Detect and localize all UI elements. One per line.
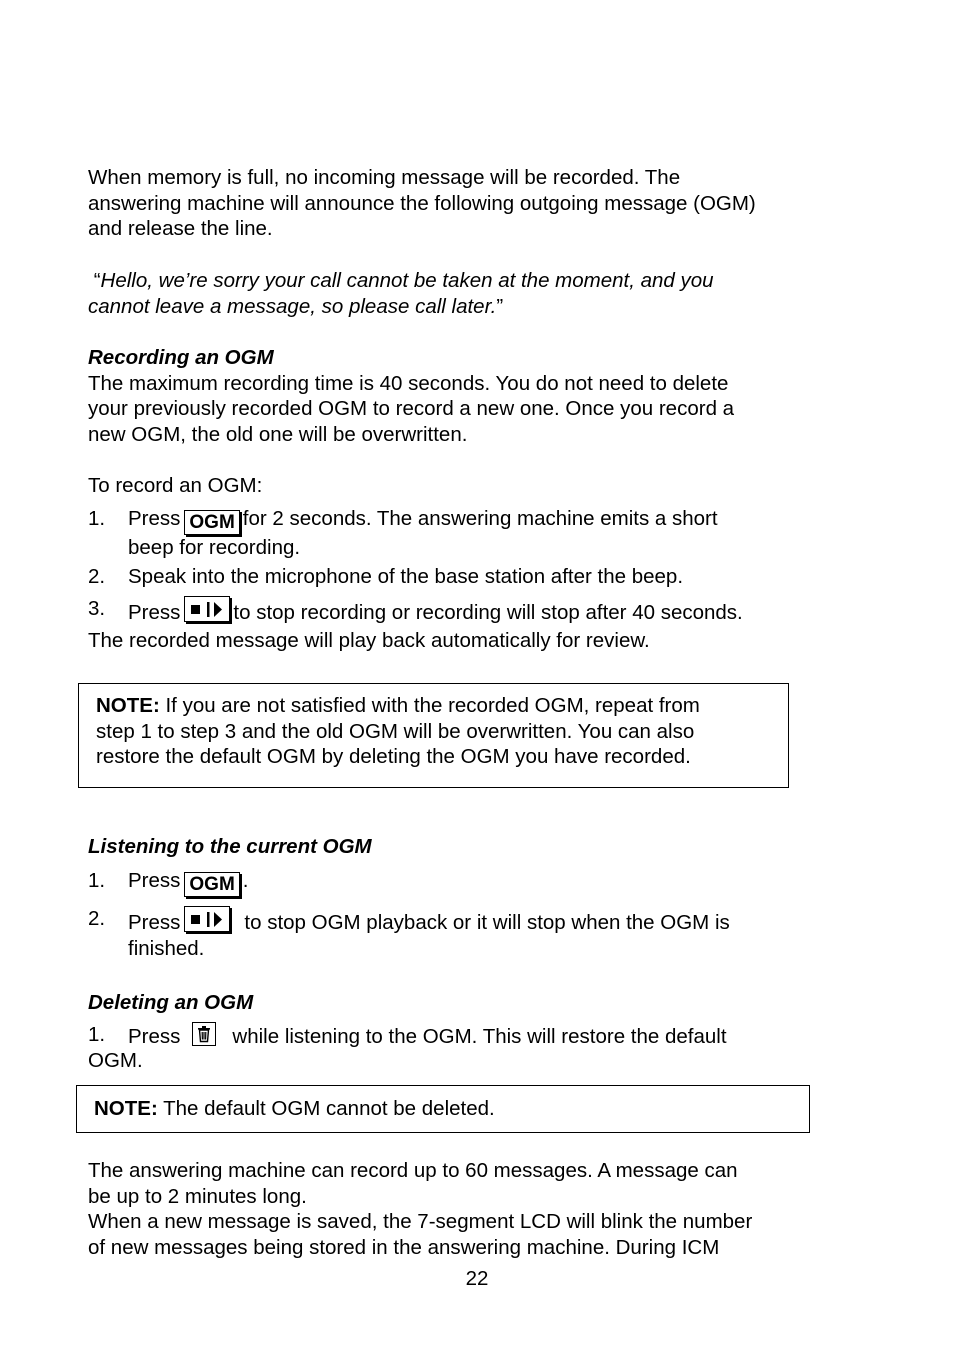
quote-line bbox=[88, 294, 828, 320]
recording-line: your previously recorded OGM to record a new one. Once you record a bbox=[88, 397, 735, 420]
note-text: If you are not satisfied with the recorded OGM, repeat from bbox=[159, 694, 700, 717]
stop-play-key-icon bbox=[184, 596, 230, 622]
step-number: 2. bbox=[88, 907, 106, 930]
trash-key-icon bbox=[192, 1022, 216, 1046]
stop-play-key-icon bbox=[184, 906, 230, 932]
step-number: 1. bbox=[88, 507, 106, 530]
step-text: Press bbox=[128, 911, 181, 934]
step-number: 1. bbox=[88, 1023, 106, 1046]
note-line bbox=[94, 1096, 495, 1122]
quote-close: ” bbox=[496, 294, 504, 318]
step-text: Press bbox=[128, 869, 181, 892]
note-line bbox=[96, 693, 700, 719]
step-text: while listening to the OGM. This will restore the default bbox=[232, 1025, 727, 1048]
quote-text: Hello, we’re sorry your call cannot be taken at the moment, and you bbox=[100, 269, 714, 292]
record-intro bbox=[88, 473, 828, 499]
quote-text: cannot leave a message, so please call later. bbox=[88, 294, 497, 318]
ogm-key: OGM bbox=[184, 510, 239, 535]
quote-line bbox=[88, 268, 828, 294]
step-line: Speak into the microphone of the base station after the beep. bbox=[128, 565, 684, 588]
step-line bbox=[128, 1022, 828, 1050]
section-heading: Deleting an OGM bbox=[88, 991, 254, 1014]
step-line: finished. bbox=[128, 936, 205, 960]
delete-step-continuation bbox=[88, 1048, 828, 1074]
quote-open: “ bbox=[93, 269, 101, 292]
deleting-section bbox=[88, 990, 828, 1016]
intro-line: and release the line. bbox=[88, 217, 273, 240]
step-line bbox=[128, 506, 828, 535]
closing-line: The answering machine can record up to 60 messages. A message can bbox=[88, 1159, 738, 1182]
note-box bbox=[78, 683, 789, 788]
section-heading: Listening to the current OGM bbox=[88, 835, 372, 858]
note-text: The default OGM cannot be deleted. bbox=[157, 1097, 495, 1120]
recording-section bbox=[88, 345, 828, 447]
step-text: Press bbox=[128, 1025, 181, 1048]
closing-paragraph bbox=[88, 1158, 828, 1260]
ogm-key: OGM bbox=[184, 872, 239, 897]
intro-line: answering machine will announce the following outgoing message (OGM) bbox=[88, 191, 756, 215]
note-line: step 1 to step 3 and the old OGM will be overwritten. You can also bbox=[96, 720, 695, 743]
note-label: NOTE: bbox=[94, 1097, 158, 1120]
step-line bbox=[128, 906, 828, 936]
step-number: 1. bbox=[88, 869, 106, 892]
closing-line: of new messages being stored in the answering machine. During ICM bbox=[88, 1235, 720, 1259]
step-line bbox=[128, 596, 828, 626]
step-number: 3. bbox=[88, 597, 106, 620]
record-after bbox=[88, 628, 828, 654]
section-heading: Recording an OGM bbox=[88, 346, 274, 369]
closing-line: When a new message is saved, the 7-segment LCD will blink the number bbox=[88, 1210, 753, 1233]
recording-line: The maximum recording time is 40 seconds. You do not need to delete bbox=[88, 371, 729, 395]
page-number: 22 bbox=[465, 1267, 489, 1290]
ogm-quote bbox=[88, 268, 828, 319]
step-text: to stop recording or recording will stop after 40 seconds. bbox=[233, 601, 743, 624]
record-intro-text: To record an OGM: bbox=[88, 474, 263, 497]
step-text: for 2 seconds. The answering machine emits a short bbox=[242, 507, 718, 530]
note-box bbox=[76, 1085, 810, 1133]
closing-line: be up to 2 minutes long. bbox=[88, 1184, 307, 1208]
step-text: Press bbox=[128, 507, 181, 530]
step-line: OGM. bbox=[88, 1049, 143, 1072]
step-text: to stop OGM playback or it will stop when the OGM is bbox=[244, 911, 730, 934]
intro-line: When memory is full, no incoming message will be recorded. The bbox=[88, 166, 681, 189]
step-line bbox=[128, 868, 828, 897]
note-line: restore the default OGM by deleting the OGM you have recorded. bbox=[96, 745, 691, 768]
step-text: . bbox=[242, 869, 249, 892]
recording-line: new OGM, the old one will be overwritten. bbox=[88, 422, 468, 446]
listening-section bbox=[88, 834, 828, 860]
intro-paragraph bbox=[88, 165, 828, 242]
note-label: NOTE: bbox=[96, 694, 160, 717]
record-after-text: The recorded message will play back automatically for review. bbox=[88, 629, 650, 652]
step-number: 2. bbox=[88, 565, 106, 588]
step-text: Press bbox=[128, 601, 181, 624]
step-line: beep for recording. bbox=[128, 536, 301, 559]
